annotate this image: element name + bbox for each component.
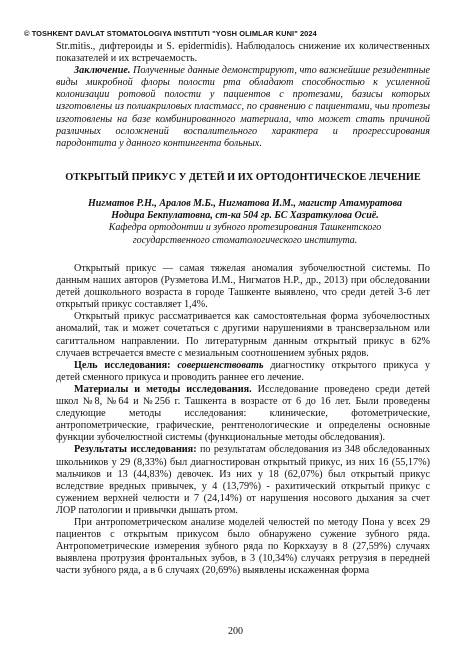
aim-emphasis: совершенствовать [177, 359, 264, 371]
paragraph: Открытый прикус рассматривается как самостоятельная форма зубочелюстных аномалий, так и может сочетаться с другими нарушениями в трансверзальном или сагиттальном направлении. По литературным данным открытый прикус в 62% случаев встречается вместе с мезиальным соотношением зубных рядов. [56, 311, 430, 359]
article-title: ОТКРЫТЫЙ ПРИКУС У ДЕТЕЙ И ИХ ОРТОДОНТИЧЕСКОЕ ЛЕЧЕНИЕ [65, 172, 421, 183]
running-header: © TOSHKENT DAVLAT STOMATOLOGIYA INSTITUTI "YOSH OLIMLAR KUNI" 2024 [24, 29, 317, 38]
previous-article-ending [56, 41, 430, 150]
page-number: 200 [228, 626, 243, 637]
authors-line: Нодира Бекпулатовна, ст-ка 504 гр. БС Хазраткулова Осиё. [111, 210, 379, 222]
article-body [56, 263, 430, 577]
results-paragraph [56, 444, 430, 517]
article-authors [70, 198, 420, 247]
conclusion-paragraph [56, 65, 430, 150]
results-text: по результатам обследования из 348 обследованных школьников у 29 (8,33%) был диагностирован открытый прикус, из них 16 (55,17%) мальчиков и 13 (44,83%) девочек. Из них у 18 (62,07%) был открытый прикус вследствие вредных привычек, у 4 (13,79%) - рахитический открытый прикус с сужением верхней челюсти и 7 (24,14%) от нарушения носового дыхания за счет ЛОР патологии и привычки дышать ртом. [56, 444, 430, 516]
results-label: Результаты исследования: [74, 444, 197, 456]
paragraph: Открытый прикус — самая тяжелая аномалия зубочелюстной системы. По данным наших авторов (Рузметова И.М., Нигматов Н.Р., др., 2013) при обследовании детей дошкольного возраста в городе Ташкенте выявлено, что среди детей 3-6 лет открытый прикус составляет 1,4%. [56, 263, 430, 311]
methods-text: Исследование проведено среди детей школ №8, №64 и №256 г. Ташкента в возрасте от 6 до 16 лет. Были проведены следующие методы исследования: клинические, фотометрические, антропометрические, графические, рентгенологические и определены основные функции зубочелюстной системы (функциональные методы обследования). [56, 383, 430, 444]
aim-label: Цель исследования: [74, 359, 171, 371]
paragraph: Str.mitis., дифтероиды и S. epidermidis). Наблюдалось снижение их количественных показателей и их встречаемость. [56, 41, 430, 65]
conclusion-text: Полученные данные демонстрируют, что важнейшие резидентные виды микробной флоры полости рта обладают способностью к усиленной колонизации ротовой полости у пациентов с протезами, базисы которых изготовлены из полиакриловых пластмасс, по сравнению с пациентами, чьи протезы изготовлены на базе комбинированного материала, что может стать причиной различных осложнений воспалительного характера и прогрессирования пародонтита у данного контингента больных. [56, 65, 430, 149]
methods-paragraph [56, 384, 430, 444]
aim-paragraph [56, 360, 430, 384]
paragraph: При антропометрическом анализе моделей челюстей по методу Пона у всех 29 пациентов с открытым прикусом было обнаружено сужение зубного ряда. Антропометрические измерения зубного ряда по Коркхаузу в 8 (27,59%) случаях выявлена протрузия фронтальных зубов, в 3 (10,34%) случаях ретрузия в передней части зубного ряда, а в 6 случаях (20,69%) выявлены искаженная форма [56, 516, 430, 577]
affiliation: Кафедра ортодонтии и зубного протезирования Ташкентского государственного стоматологического института. [108, 222, 382, 246]
methods-label: Материалы и методы исследования. [74, 383, 252, 395]
conclusion-label: Заключение. [74, 65, 131, 77]
authors-line: Нигматов Р.Н., Аралов М.Б., Нигматова И.М., магистр Атамуратова [88, 198, 402, 209]
aim-text: диагностику открытого прикуса у детей сменного прикуса и проводить раннее его лечение. [56, 359, 430, 383]
